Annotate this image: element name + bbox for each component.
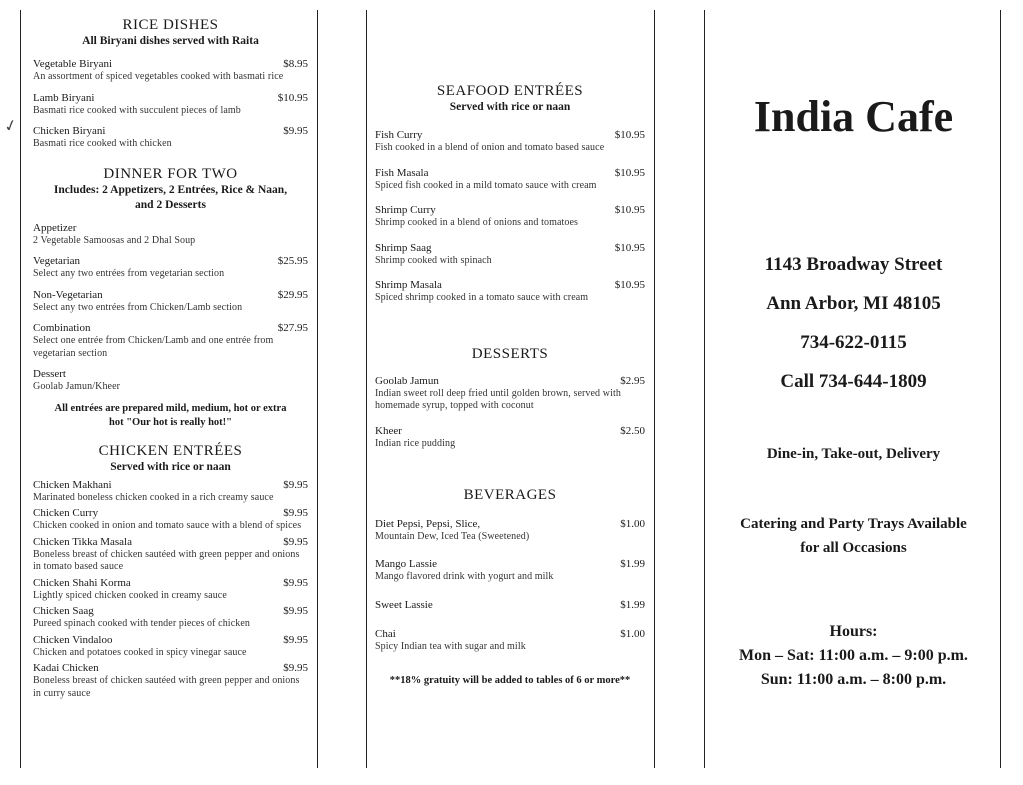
- catering-line-1: Catering and Party Trays Available: [740, 516, 967, 532]
- menu-item: [375, 425, 645, 451]
- item-name: Lamb Biryani: [33, 91, 95, 104]
- menu-item: [33, 222, 308, 248]
- item-desc: Mountain Dew, Iced Tea (Sweetened): [375, 531, 530, 542]
- restaurant-name: India Cafe: [753, 92, 954, 141]
- menu-item: [33, 58, 308, 84]
- item-name: Shrimp Saag: [375, 241, 432, 254]
- section-subtitle: All Biryani dishes served with Raita: [82, 35, 259, 47]
- item-desc: 2 Vegetable Samoosas and 2 Dhal Soup: [33, 234, 196, 246]
- item-name: Vegetarian: [33, 255, 81, 267]
- item-name: Chicken Biryani: [33, 125, 106, 137]
- item-name: Sweet Lassie: [375, 599, 433, 611]
- hours-sunday: Sun: 11:00 a.m. – 8:00 p.m.: [760, 671, 947, 688]
- hours-weekday: Mon – Sat: 11:00 a.m. – 9:00 p.m.: [739, 647, 968, 664]
- item-name: Chicken Saag: [33, 605, 94, 617]
- item-price: $9.95: [283, 576, 308, 589]
- menu-panel-middle: [366, 10, 655, 768]
- item-desc: Lightly spiced chicken cooked in creamy sauce: [33, 589, 227, 601]
- item-desc: Pureed spinach cooked with tender pieces of chicken: [33, 618, 250, 629]
- menu-item: [33, 479, 308, 505]
- item-desc: Basmati rice cooked with chicken: [33, 138, 172, 149]
- menu-item: [33, 125, 308, 151]
- item-desc: Indian sweet roll deep fried until golden brown, served with homemade syrup, topped with coconut: [375, 387, 621, 411]
- menu-item: [375, 375, 645, 413]
- menu-item: [33, 322, 308, 360]
- item-price: $9.95: [283, 478, 308, 491]
- item-price: $2.50: [620, 424, 645, 437]
- section-rice-dishes: [33, 16, 308, 151]
- street-address: 1143 Broadway Street: [764, 254, 943, 275]
- section-title: RICE DISHES: [122, 17, 219, 33]
- city-address: Ann Arbor, MI 48105: [766, 293, 941, 314]
- section-title: DINNER FOR TWO: [103, 165, 238, 182]
- section-dinner-for-two: [33, 165, 308, 430]
- item-desc: Indian rice pudding: [375, 437, 456, 449]
- section-title: CHICKEN ENTRÉES: [98, 442, 243, 459]
- item-desc: Select any two entrées from Chicken/Lamb section: [33, 301, 243, 313]
- item-price: $10.95: [614, 241, 645, 254]
- section-desserts: [375, 345, 645, 451]
- menu-item: [375, 628, 645, 654]
- item-name: Dessert: [33, 368, 66, 380]
- item-name: Non-Vegetarian: [33, 288, 103, 301]
- menu-item: [33, 634, 308, 660]
- menu-item: [375, 204, 645, 230]
- menu-item: [33, 92, 308, 118]
- item-desc: Select one entrée from Chicken/Lamb and one entrée from vegetarian section: [33, 335, 274, 359]
- section-subtitle: Served with rice or naan: [110, 460, 231, 473]
- item-price: $10.95: [614, 204, 645, 216]
- item-name: Combination: [33, 322, 91, 334]
- section-beverages: [375, 486, 645, 688]
- item-name: Fish Curry: [375, 129, 423, 141]
- item-name: Chicken Tikka Masala: [33, 535, 132, 548]
- item-price: $1.99: [620, 599, 645, 611]
- section-chicken-entrees: [33, 442, 308, 701]
- cover-panel: [704, 10, 1001, 768]
- menu-item: [33, 605, 308, 631]
- menu-item: [375, 279, 645, 305]
- call-number: Call 734-644-1809: [780, 371, 927, 392]
- menu-item: [375, 242, 645, 268]
- item-name: Fish Masala: [375, 166, 429, 179]
- item-name: Appetizer: [33, 221, 77, 234]
- menu-item: [33, 507, 308, 533]
- item-name: Goolab Jamun: [375, 374, 439, 387]
- menu-item: [33, 662, 308, 700]
- item-price: $10.95: [614, 129, 645, 141]
- spice-level-note: All entrées are prepared mild, medium, hot or extra hot "Our hot is really hot!": [54, 402, 287, 428]
- item-name: Kheer: [375, 424, 402, 437]
- item-name: Chicken Shahi Korma: [33, 576, 131, 589]
- menu-item: [33, 577, 308, 603]
- item-desc: Shrimp cooked with spinach: [375, 254, 492, 266]
- item-desc: Chicken cooked in onion and tomato sauce with a blend of spices: [33, 520, 302, 531]
- item-name: Diet Pepsi, Pepsi, Slice,: [375, 518, 481, 530]
- item-desc: Chicken and potatoes cooked in spicy vinegar sauce: [33, 646, 247, 658]
- menu-item: [375, 599, 645, 612]
- hours-title: Hours:: [829, 623, 878, 640]
- menu-item: [33, 368, 308, 394]
- services: Dine-in, Take-out, Delivery: [766, 446, 941, 462]
- item-price: $1.00: [620, 628, 645, 640]
- item-price: $2.95: [620, 374, 645, 387]
- menu-item: [375, 167, 645, 193]
- phone-number: 734-622-0115: [800, 332, 907, 353]
- section-title: BEVERAGES: [463, 487, 557, 503]
- menu-item: [33, 536, 308, 574]
- item-price: $29.95: [277, 288, 308, 301]
- item-desc: Spiced fish cooked in a mild tomato sauce with cream: [375, 179, 597, 191]
- item-desc: Spiced shrimp cooked in a tomato sauce with cream: [375, 292, 589, 303]
- item-name: Mango Lassie: [375, 557, 438, 570]
- item-price: $10.95: [277, 91, 308, 104]
- item-price: $10.95: [614, 279, 645, 291]
- section-seafood-entrees: [375, 82, 645, 305]
- item-price: $10.95: [614, 166, 645, 179]
- item-desc: Boneless breast of chicken sautéed with green pepper and onions in curry sauce: [33, 675, 300, 699]
- item-price: $1.99: [620, 557, 645, 570]
- catering-line-2: for all Occasions: [800, 540, 907, 556]
- item-price: $9.95: [283, 535, 308, 548]
- section-subtitle: Includes: 2 Appetizers, 2 Entrées, Rice & Naan, and 2 Desserts: [53, 183, 288, 211]
- item-desc: Goolab Jamun/Kheer: [33, 381, 121, 392]
- item-desc: Boneless breast of chicken sautéed with green pepper and onions in tomato based sauce: [33, 548, 300, 572]
- item-name: Chicken Vindaloo: [33, 633, 113, 646]
- item-price: $9.95: [283, 662, 308, 674]
- item-name: Kadai Chicken: [33, 662, 99, 674]
- item-desc: Mango flavored drink with yogurt and milk: [375, 570, 554, 582]
- menu-item: [375, 129, 645, 155]
- item-price: $25.95: [277, 255, 308, 267]
- gratuity-note: **18% gratuity will be added to tables of 6 or more**: [389, 674, 631, 686]
- item-price: $27.95: [277, 322, 308, 334]
- item-desc: Spicy Indian tea with sugar and milk: [375, 641, 526, 652]
- item-name: Vegetable Biryani: [33, 58, 113, 70]
- item-price: $1.00: [620, 518, 645, 530]
- item-desc: Fish cooked in a blend of onion and tomato based sauce: [375, 142, 605, 153]
- menu-panel-left: [20, 10, 318, 768]
- menu-item: [33, 289, 308, 315]
- item-desc: Basmati rice cooked with succulent pieces of lamb: [33, 104, 241, 116]
- section-title: SEAFOOD ENTRÉES: [436, 83, 584, 99]
- section-title: DESSERTS: [471, 345, 549, 362]
- item-name: Shrimp Masala: [375, 279, 442, 291]
- section-subtitle: Served with rice or naan: [449, 101, 571, 113]
- item-price: $9.95: [283, 605, 308, 617]
- item-desc: Shrimp cooked in a blend of onions and tomatoes: [375, 217, 579, 228]
- item-name: Chai: [375, 628, 396, 640]
- menu-item: [33, 255, 308, 281]
- item-desc: Marinated boneless chicken cooked in a rich creamy sauce: [33, 491, 274, 503]
- menu-item: [375, 558, 645, 584]
- item-name: Shrimp Curry: [375, 204, 436, 216]
- item-name: Chicken Makhani: [33, 478, 112, 491]
- item-price: $9.95: [283, 125, 308, 137]
- item-price: $9.95: [283, 507, 308, 519]
- item-desc: An assortment of spiced vegetables cooked with basmati rice: [33, 71, 284, 82]
- menu-item: [375, 518, 645, 544]
- handwritten-check-mark: ✓: [1, 114, 20, 137]
- item-price: $9.95: [283, 633, 308, 646]
- item-name: Chicken Curry: [33, 507, 99, 519]
- item-desc: Select any two entrées from vegetarian section: [33, 268, 225, 279]
- item-price: $8.95: [283, 58, 308, 70]
